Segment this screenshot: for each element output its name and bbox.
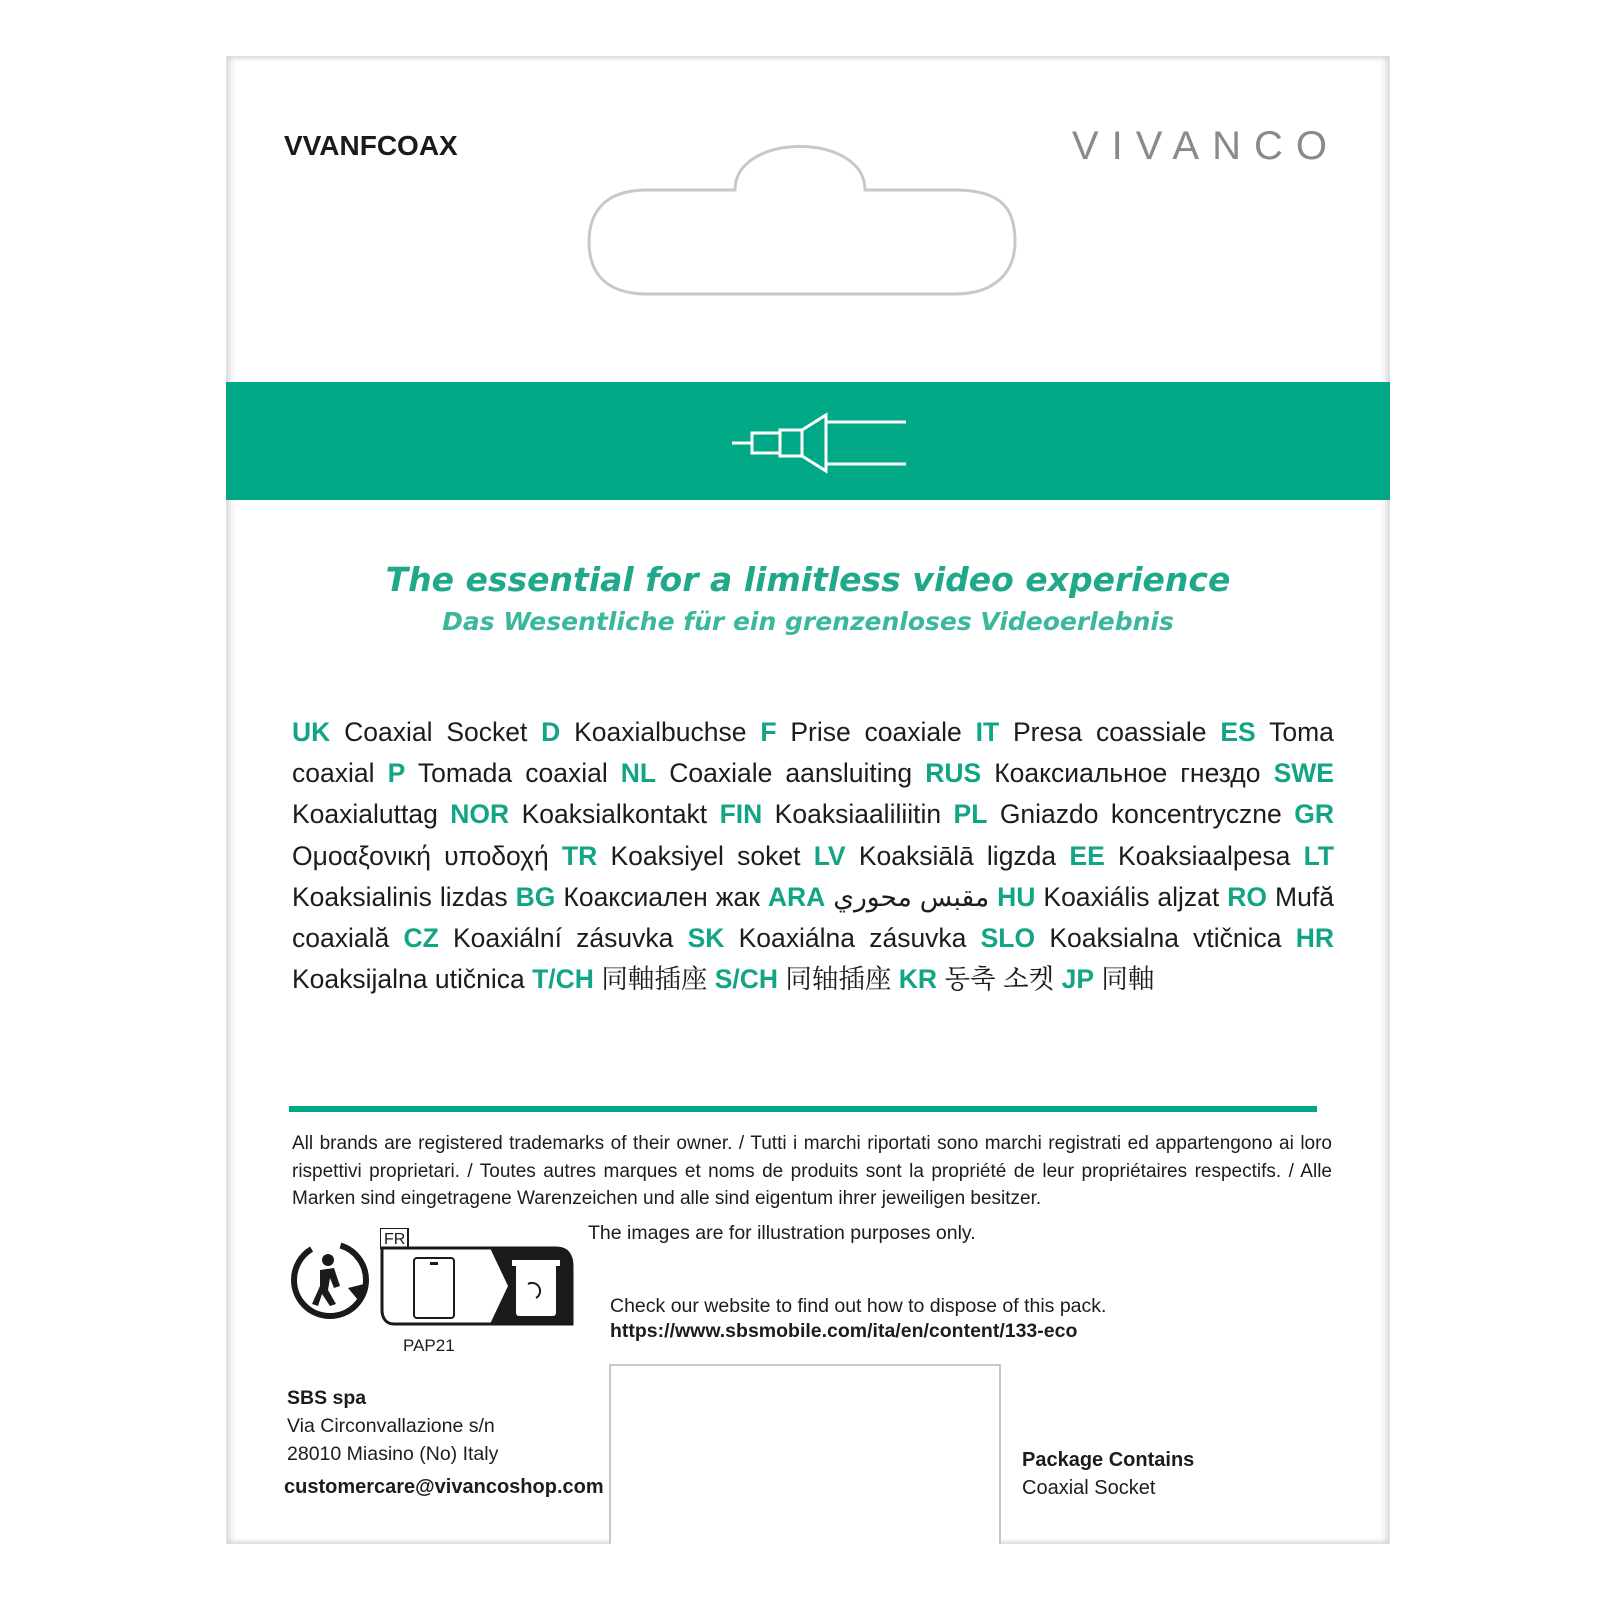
language-code: SLO xyxy=(980,923,1036,954)
divider-rule xyxy=(289,1106,1317,1112)
language-text: Koaxialuttag xyxy=(292,799,438,830)
company-address xyxy=(287,1384,498,1468)
language-text: 동축 소켓 xyxy=(944,964,1055,995)
brand-logo: VIVANCO xyxy=(1071,124,1340,168)
language-code: CZ xyxy=(403,923,439,954)
hang-hole-outline xyxy=(585,142,1025,302)
customer-email-link[interactable]: customercare@vivancoshop.com xyxy=(284,1476,604,1498)
language-code: TR xyxy=(561,840,598,871)
language-code: ES xyxy=(1220,717,1256,747)
language-text: Koaksiaaliliitin xyxy=(774,799,942,830)
barcode-placeholder xyxy=(609,1364,1001,1544)
company-name: SBS spa xyxy=(287,1387,367,1409)
package-contents xyxy=(1022,1446,1194,1502)
language-text: Mufă coaxială xyxy=(292,881,1334,954)
dispose-info xyxy=(610,1294,1106,1344)
language-text: مقبس محوري xyxy=(833,881,990,912)
language-code: EE xyxy=(1069,840,1105,871)
language-code: S/CH xyxy=(714,964,779,995)
language-code: F xyxy=(760,717,777,747)
language-code: HU xyxy=(997,881,1036,912)
language-text: Koaksiaalpesa xyxy=(1117,840,1291,871)
language-text: Koaxiálna zásuvka xyxy=(738,923,967,954)
language-code: FIN xyxy=(719,799,763,830)
language-text: Koaksialkontakt xyxy=(521,799,708,830)
language-text: 同轴插座 xyxy=(785,964,892,995)
translations-block xyxy=(292,712,1334,1000)
company-street: Via Circonvallazione s/n xyxy=(287,1415,495,1437)
illustration-disclaimer: The images are for illustration purposes only. xyxy=(588,1222,976,1244)
language-code: LT xyxy=(1303,840,1334,871)
language-text: Tomada coaxial xyxy=(417,758,608,789)
language-text: Ομοαξονική υποδοχή xyxy=(292,840,549,871)
language-code: D xyxy=(541,717,561,747)
language-text: Gniazdo koncentryczne xyxy=(999,799,1282,830)
language-text: Коаксиальное гнездо xyxy=(994,758,1261,789)
language-text: Koaxiální zásuvka xyxy=(452,923,674,954)
language-code: NOR xyxy=(450,799,510,830)
language-code: HR xyxy=(1295,923,1334,954)
fr-label: FR xyxy=(384,1231,406,1248)
language-text: 同軸插座 xyxy=(601,964,708,995)
language-text: Koaxialbuchse xyxy=(574,717,747,747)
language-text: Koaksiyel soket xyxy=(610,840,801,871)
language-code: T/CH xyxy=(532,964,594,995)
language-code: PL xyxy=(953,799,988,830)
language-code: RUS xyxy=(925,758,982,789)
language-text: Koaksijalna utičnica xyxy=(292,964,525,995)
dispose-text: Check our website to find out how to dispose of this pack. xyxy=(610,1295,1107,1317)
language-text: Coaxial Socket xyxy=(344,717,528,747)
language-text: Koaksiālā ligzda xyxy=(858,840,1057,871)
trademark-notice: All brands are registered trademarks of their owner. / Tutti i marchi riportati sono marchi registrati ed appartengono ai loro rispettivi proprietari. / Toutes autres marques et noms de produits sont la propriété de leur propriétaires respectifs. / Alle Marken sind eingetragene Warenzeichen und alle sind eigentum ihrer jeweiligen besitzer. xyxy=(292,1133,1332,1209)
language-code: RO xyxy=(1227,881,1268,912)
language-code: NL xyxy=(620,758,657,789)
triman-fr-badge xyxy=(380,1228,574,1340)
language-code: JP xyxy=(1061,964,1094,995)
language-code: P xyxy=(387,758,406,789)
language-text: Coaxiale aansluiting xyxy=(669,758,913,789)
package-item: Coaxial Socket xyxy=(1022,1477,1156,1499)
language-code: SK xyxy=(687,923,725,954)
model-code: VVANFCOAX xyxy=(284,130,458,161)
dispose-url-link[interactable]: https://www.sbsmobile.com/ita/en/content/133-eco xyxy=(610,1320,1078,1342)
language-code: UK xyxy=(292,717,331,747)
language-text: Koaksialna vtičnica xyxy=(1049,923,1282,954)
language-code: SWE xyxy=(1273,758,1334,789)
language-code: IT xyxy=(975,717,1000,747)
language-text: Prise coaxiale xyxy=(790,717,962,747)
product-band xyxy=(226,382,1390,500)
language-code: KR xyxy=(898,964,938,995)
language-code: GR xyxy=(1294,799,1334,830)
language-text: Koaxiális aljzat xyxy=(1043,881,1220,912)
material-code: PAP21 xyxy=(403,1336,455,1355)
language-code: BG xyxy=(515,881,556,912)
company-city: 28010 Miasino (No) Italy xyxy=(287,1443,499,1465)
package-heading: Package Contains xyxy=(1022,1449,1195,1471)
tagline-english: The essential for a limitless video experience xyxy=(385,560,1231,599)
language-code: ARA xyxy=(767,881,826,912)
language-text: 同軸 xyxy=(1101,964,1155,995)
language-text: Presa coassiale xyxy=(1013,717,1207,747)
language-code: LV xyxy=(813,840,846,871)
tagline-german: Das Wesentliche für ein grenzenloses Videoerlebnis xyxy=(442,607,1174,636)
language-text: Коаксиален жак xyxy=(563,881,760,912)
language-text: Koaksialinis lizdas xyxy=(292,881,508,912)
recycle-person-icon xyxy=(288,1238,372,1322)
coax-plug-icon xyxy=(730,410,910,476)
language-text: Toma coaxial xyxy=(292,717,1334,789)
